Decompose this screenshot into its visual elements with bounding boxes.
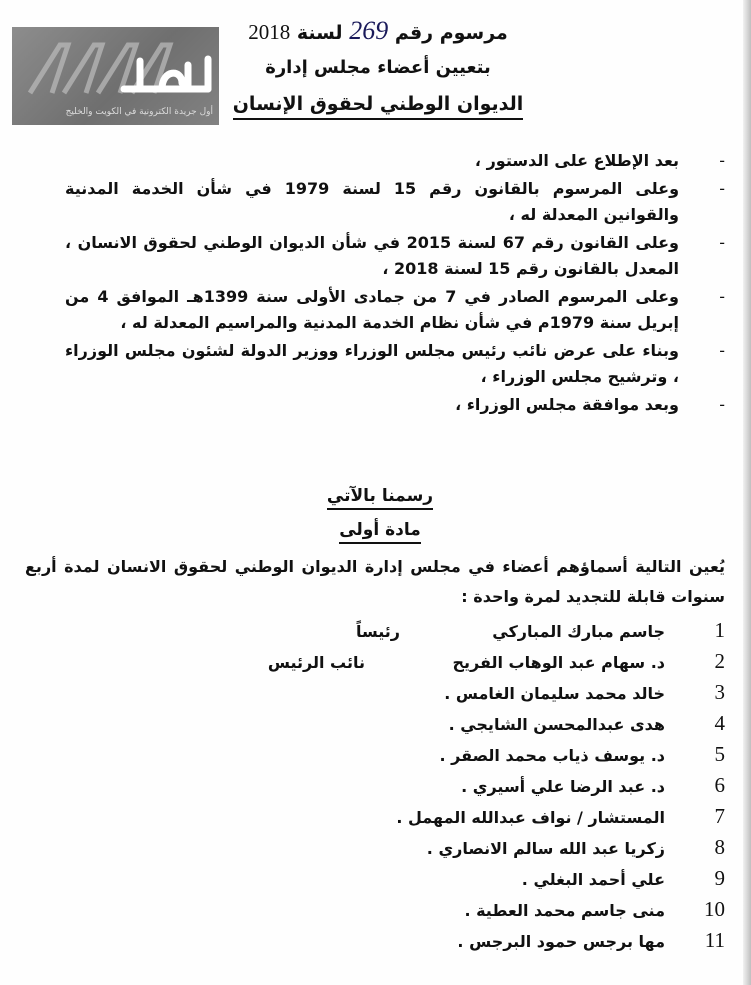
member-name: خالد محمد سليمان الغامس . [444, 684, 665, 703]
page-edge-shadow [743, 0, 751, 985]
member-number: 4 [714, 711, 725, 735]
member-name: د. عبد الرضا علي أسيري . [461, 777, 665, 796]
preamble-text: بعد الإطلاع على الدستور ، [474, 151, 679, 170]
decree-prefix: مرسوم رقم [394, 22, 508, 44]
member-row [25, 928, 725, 959]
decree-year-label: لسنة [296, 22, 343, 44]
decree-body-name-text: الديوان الوطني لحقوق الإنسان [233, 93, 524, 120]
member-row [25, 649, 725, 680]
member-row [25, 773, 725, 804]
preamble-text: وعلى المرسوم بالقانون رقم 15 لسنة 1979 في شأن الخدمة المدنية والقوانين المعدلة له ، [65, 179, 680, 224]
member-number: 10 [704, 897, 725, 921]
member-row [25, 618, 725, 649]
member-name: جاسم مبارك المباركي [492, 622, 665, 641]
article-text: يُعين التالية أسماؤهم أعضاء في مجلس إدارة الديوان الوطني لحقوق الانسان لمدة أربع سنوات قابلة للتجديد لمرة واحدة : [25, 557, 725, 606]
member-name: مها برجس حمود البرجس . [457, 932, 665, 951]
preamble-item [65, 392, 725, 418]
bullet-dash: - [719, 287, 725, 306]
bullet-dash: - [719, 395, 725, 414]
member-number: 2 [714, 649, 725, 673]
member-name: منى جاسم محمد العطية . [464, 901, 665, 920]
bullet-dash: - [719, 341, 725, 360]
member-row [25, 866, 725, 897]
member-name: د. سهام عبد الوهاب الفريح [452, 653, 665, 672]
member-role: نائب الرئيس [267, 653, 365, 672]
member-row [25, 711, 725, 742]
member-name: علي أحمد البغلي . [521, 870, 665, 889]
member-number: 8 [714, 835, 725, 859]
decree-title [178, 16, 578, 46]
member-number: 1 [714, 618, 725, 642]
bullet-dash: - [719, 179, 725, 198]
member-number: 7 [714, 804, 725, 828]
preamble-item [65, 338, 725, 390]
member-number: 6 [714, 773, 725, 797]
preamble-text: وبعد موافقة مجلس الوزراء ، [455, 395, 679, 414]
decreed-heading-text: رسمنا بالآتي [327, 486, 433, 510]
decree-subject: بتعيين أعضاء مجلس إدارة [265, 57, 491, 78]
preamble-item [65, 176, 725, 228]
member-name: د. يوسف ذياب محمد الصقر . [439, 746, 665, 765]
member-row [25, 680, 725, 711]
article-title-text: مادة أولى [339, 520, 421, 544]
decree-body-name [178, 93, 578, 115]
member-name: زكريا عبد الله سالم الانصاري . [426, 839, 665, 858]
member-name: المستشار / نواف عبدالله المهمل . [396, 808, 665, 827]
preamble-text: وعلى المرسوم الصادر في 7 من جمادى الأولى سنة 1399هـ الموافق 4 من إبريل سنة 1979م في شأن نظام الخدمة المدنية والمراسيم المعدلة له ، [65, 287, 680, 332]
bullet-dash: - [719, 151, 725, 170]
preamble-list [65, 148, 725, 420]
preamble-text: وبناء على عرض نائب رئيس مجلس الوزراء ووزير الدولة لشئون مجلس الوزراء ، وترشيح مجلس الوزراء ، [65, 341, 679, 386]
preamble-text: وعلى القانون رقم 67 لسنة 2015 في شأن الديوان الوطني لحقوق الانسان ، المعدل بالقانون رقم 15 لسنة 2018 ، [65, 233, 679, 278]
member-role: رئيساً [355, 622, 400, 641]
member-row [25, 897, 725, 928]
member-row [25, 742, 725, 773]
decree-year: 2018 [248, 20, 291, 44]
preamble-item [65, 148, 725, 174]
decreed-heading [180, 486, 580, 506]
bullet-dash: - [719, 233, 725, 252]
member-number: 11 [704, 928, 725, 952]
watermark-caption: أول جريدة الكترونية في الكويت والخليج [65, 107, 213, 117]
member-row [25, 804, 725, 835]
member-number: 3 [714, 680, 725, 704]
members-list [25, 618, 725, 959]
member-number: 9 [714, 866, 725, 890]
member-name: هدى عبدالمحسن الشايجي . [448, 715, 665, 734]
preamble-item [65, 284, 725, 336]
decree-number: 269 [349, 16, 389, 45]
preamble-item [65, 230, 725, 282]
article-title [180, 520, 580, 540]
member-number: 5 [714, 742, 725, 766]
member-row [25, 835, 725, 866]
